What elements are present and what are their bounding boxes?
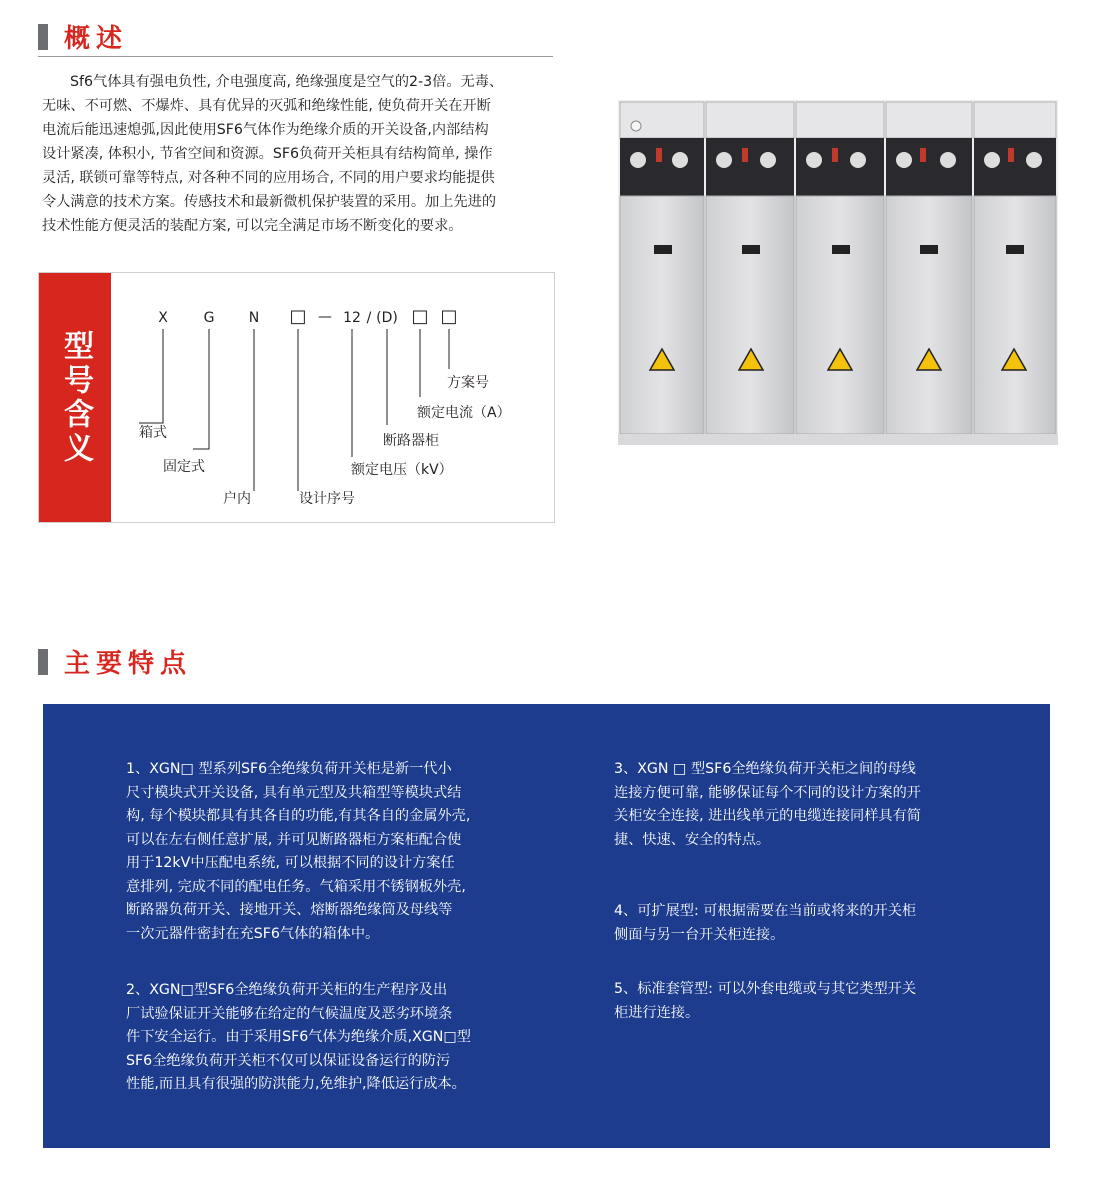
heading-marker (38, 24, 48, 50)
feature-line: 厂试验保证开关能够在给定的气候温度及恶劣环境条 (126, 1005, 453, 1022)
code-d: (D) (376, 310, 398, 326)
label-scheme: 方案号 (447, 375, 489, 391)
feature-line: 侧面与另一台开关柜连接。 (614, 926, 785, 943)
heading-marker (38, 649, 48, 675)
label-design-seq: 设计序号 (299, 491, 355, 507)
feature-2 (126, 979, 471, 1097)
label-fixed: 固定式 (163, 459, 205, 475)
feature-line: 断路器负荷开关、接地开关、熔断器绝缘筒及母线等 (126, 902, 453, 918)
cabinet-4 (886, 102, 972, 434)
feature-1 (126, 758, 470, 946)
feature-line: 用于12kV中压配电系统, 可以根据不同的设计方案任 (126, 855, 455, 871)
cabinet-2 (706, 102, 794, 434)
overview-line: 技术性能方便灵活的装配方案, 可以完全满足市场不断变化的要求。 (42, 218, 463, 234)
code-slash: / (366, 310, 372, 326)
switchgear-cabinets (620, 102, 1056, 434)
feature-line: 捷、快速、安全的特点。 (614, 831, 771, 848)
heading-divider (38, 56, 553, 57)
leader-x (139, 329, 163, 423)
overview-line: 电流后能迅速熄弧,因此使用SF6气体作为绝缘介质的开关设备,内部结构 (42, 122, 489, 138)
code-voltage: 12 (343, 310, 361, 326)
code-box-1: □ (289, 306, 307, 327)
overview-text (42, 70, 562, 238)
switchgear-photo (618, 100, 1058, 445)
overview-title: 概述 (64, 24, 129, 54)
overview-line: Sf6气体具有强电负性, 介电强度高, 绝缘强度是空气的2-3倍。无毒、 (70, 74, 504, 90)
feature-line: 连接方便可靠, 能够保证每个不同的设计方案的开 (614, 784, 921, 801)
model-meaning-label (39, 273, 111, 522)
feature-line: 意排列, 完成不同的配电任务。气箱采用不锈钢板外壳, (126, 878, 466, 895)
leader-g (193, 329, 209, 449)
cabinet-5 (974, 102, 1056, 434)
feature-line: 尺寸模块式开关设备, 具有单元型及共箱型等模块式结 (126, 784, 462, 801)
feature-line: 4、可扩展型: 可根据需要在当前或将来的开关柜 (614, 903, 917, 919)
feature-line: 柜进行连接。 (614, 1004, 700, 1021)
overview-line: 无味、不可燃、不爆炸、具有优异的灭弧和绝缘性能, 使负荷开关在开断 (42, 98, 491, 114)
features-heading (38, 643, 192, 680)
feature-line: 一次元器件密封在充SF6气体的箱体中。 (126, 925, 380, 942)
overview-line: 令人满意的技术方案。传感技术和最新微机保护装置的采用。加上先进的 (42, 194, 497, 210)
code-n: N (248, 310, 260, 326)
label-indoor: 户内 (223, 491, 251, 507)
model-meaning-box (38, 272, 555, 523)
code-x: X (158, 310, 168, 326)
overview-heading (38, 18, 128, 55)
model-meaning-title: 型号含义 (58, 329, 93, 466)
feature-line: 构, 每个模块都具有其各自的功能,有其各自的金属外壳, (126, 808, 471, 824)
features-panel (43, 704, 1050, 1148)
label-rated-current: 额定电流（A） (417, 405, 511, 421)
cabinet-3 (796, 102, 884, 434)
model-code-diagram (111, 273, 554, 522)
features-title: 主要特点 (64, 649, 193, 679)
label-box-type: 箱式 (139, 425, 167, 441)
label-rated-voltage: 额定电压（kV） (351, 462, 453, 478)
feature-line: 1、XGN□ 型系列SF6全绝缘负荷开关柜是新一代小 (126, 761, 452, 777)
feature-3 (614, 758, 921, 852)
overview-line: 设计紧凑, 体积小, 节省空间和资源。SF6负荷开关柜具有结构简单, 操作 (42, 146, 493, 162)
feature-line: 2、XGN□型SF6全绝缘负荷开关柜的生产程序及出 (126, 982, 448, 998)
feature-line: 关柜安全连接, 进出线单元的电缆连接同样具有简 (614, 808, 921, 824)
feature-line: 性能,而且具有很强的防洪能力,免维护,降低运行成本。 (126, 1076, 466, 1092)
cabinet-1 (620, 102, 704, 434)
feature-line: 件下安全运行。由于采用SF6气体为绝缘介质,XGN□型 (126, 1029, 471, 1045)
feature-line: SF6全绝缘负荷开关柜不仅可以保证设备运行的防污 (126, 1052, 451, 1069)
feature-4 (614, 900, 916, 947)
code-box-3: □ (440, 306, 458, 327)
feature-line: 可以在左右侧任意扩展, 并可见断路器柜方案柜配合使 (126, 831, 462, 848)
code-dash: — (318, 309, 332, 325)
feature-5 (614, 978, 916, 1025)
overview-line: 灵活, 联锁可靠等特点, 对各种不同的应用场合, 不同的用户要求均能提供 (42, 170, 495, 186)
code-g: G (203, 310, 215, 326)
feature-line: 3、XGN □ 型SF6全绝缘负荷开关柜之间的母线 (614, 761, 916, 777)
code-box-2: □ (411, 306, 429, 327)
label-breaker: 断路器柜 (383, 433, 439, 449)
feature-line: 5、标准套管型: 可以外套电缆或与其它类型开关 (614, 981, 917, 997)
